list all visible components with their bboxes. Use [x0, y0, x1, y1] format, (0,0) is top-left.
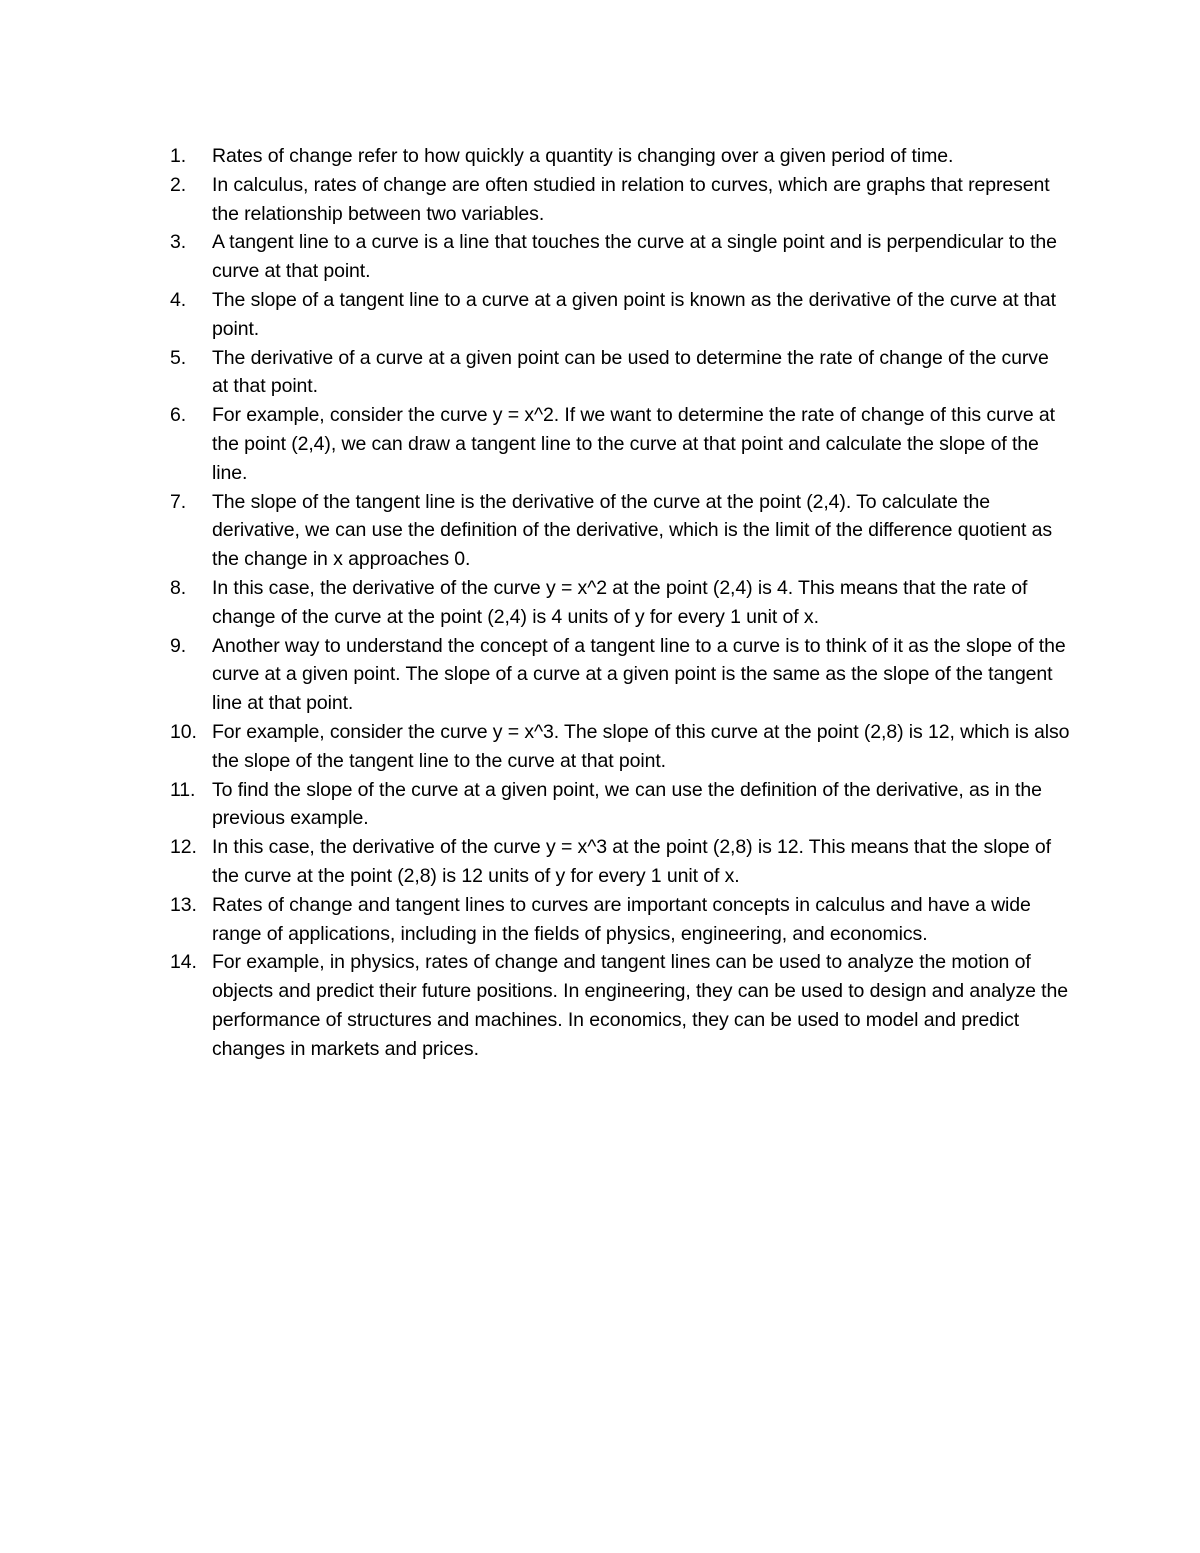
item-text: Rates of change and tangent lines to curves are important concepts in calculus and have a wide range of applications, including in the fields of physics, engineering, and economics.	[212, 893, 1031, 945]
item-text: A tangent line to a curve is a line that touches the curve at a single point and is perpendicular to the curve at that point.	[212, 231, 1057, 283]
list-item	[170, 228, 1070, 286]
list-item	[170, 776, 1070, 834]
list-item	[170, 632, 1070, 718]
item-number: 14.	[170, 951, 197, 974]
item-number: 5.	[170, 346, 187, 369]
list-item	[170, 401, 1070, 487]
list-item	[170, 286, 1070, 344]
list-item	[170, 833, 1070, 891]
numbered-list	[170, 142, 1070, 1064]
list-item	[170, 171, 1070, 229]
item-text: Rates of change refer to how quickly a quantity is changing over a given period of time.	[212, 145, 954, 167]
item-text: For example, consider the curve y = x^2. If we want to determine the rate of change of this curve at the point (2,4), we can draw a tangent line to the curve at that point and calculate the slope of the line.	[212, 404, 1055, 484]
item-text: The slope of a tangent line to a curve at a given point is known as the derivative of the curve at that point.	[212, 288, 1056, 340]
item-number: 7.	[170, 490, 187, 513]
item-number: 1.	[170, 145, 187, 167]
item-number: 11.	[170, 778, 196, 801]
item-text: In this case, the derivative of the curve y = x^3 at the point (2,8) is 12. This means that the slope of the curve at the point (2,8) is 12 units of y for every 1 unit of x.	[212, 836, 1051, 887]
item-number: 2.	[170, 173, 187, 196]
item-number: 6.	[170, 404, 187, 427]
item-number: 12.	[170, 836, 197, 859]
list-item	[170, 344, 1070, 402]
list-item	[170, 948, 1070, 1063]
list-item	[170, 891, 1070, 949]
item-text: To find the slope of the curve at a given point, we can use the definition of the derivative, as in the previous example.	[212, 778, 1042, 830]
item-text: Another way to understand the concept of a tangent line to a curve is to think of it as the slope of the curve at a given point. The slope of a curve at a given point is the same as the slope of the tangent line at that point.	[212, 634, 1066, 715]
item-text: For example, in physics, rates of change and tangent lines can be used to analyze the motion of objects and predict their future positions. In engineering, they can be used to design and analyze the performance of structures and machines. In economics, they can be used to model and predict changes in markets and prices.	[212, 951, 1068, 1060]
item-number: 4.	[170, 288, 187, 311]
item-text: For example, consider the curve y = x^3. The slope of this curve at the point (2,8) is 12, which is also the slope of the tangent line to the curve at that point.	[212, 720, 1070, 772]
item-number: 10.	[170, 720, 197, 743]
item-text: In calculus, rates of change are often studied in relation to curves, which are graphs that represent the relationship between two variables.	[212, 173, 1050, 225]
item-text: In this case, the derivative of the curve y = x^2 at the point (2,4) is 4. This means that the rate of change of the curve at the point (2,4) is 4 units of y for every 1 unit of x.	[212, 576, 1028, 628]
list-item	[170, 142, 1070, 171]
item-number: 13.	[170, 893, 197, 916]
item-text: The slope of the tangent line is the derivative of the curve at the point (2,4). To calculate the derivative, we can use the definition of the derivative, which is the limit of the difference quotient as the change in x approaches 0.	[212, 490, 1053, 571]
list-item	[170, 718, 1070, 776]
item-number: 9.	[170, 634, 187, 657]
list-item	[170, 488, 1070, 574]
item-number: 3.	[170, 231, 187, 254]
list-item	[170, 574, 1070, 632]
item-text: The derivative of a curve at a given point can be used to determine the rate of change of the curve at that point.	[212, 346, 1049, 398]
item-number: 8.	[170, 576, 187, 599]
